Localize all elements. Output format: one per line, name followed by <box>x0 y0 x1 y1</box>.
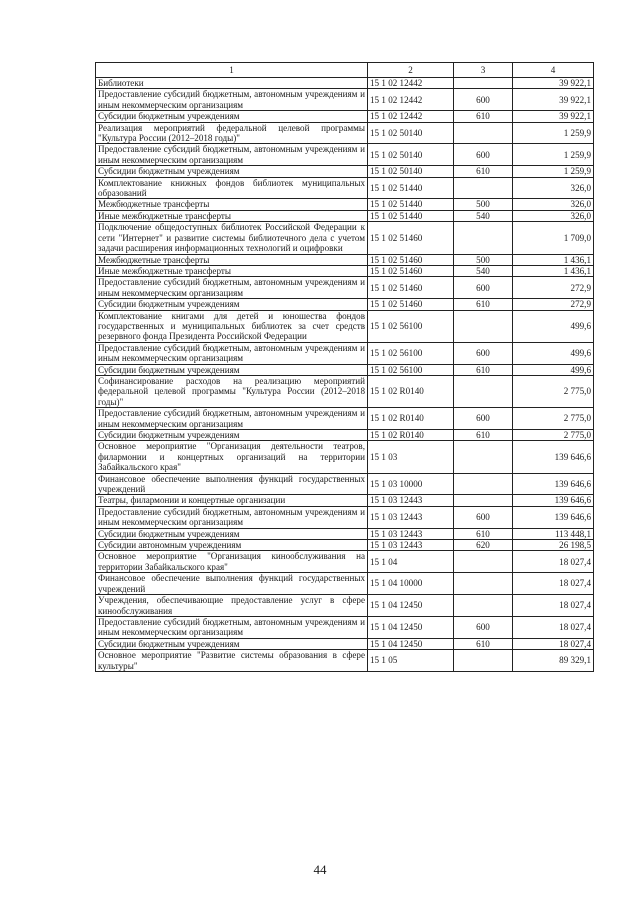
row-code-cell: 15 1 02 51440 <box>368 199 454 210</box>
row-name-cell: Иные межбюджетные трансферты <box>96 210 368 221</box>
row-amount-cell: 2 775,0 <box>513 375 594 407</box>
row-amount-cell: 1 436,1 <box>513 254 594 265</box>
row-name-cell: Основное мероприятие "Организация кинообслуживания на территории Забайкальского края" <box>96 551 368 573</box>
table-row <box>96 177 594 199</box>
row-amount-cell: 499,6 <box>513 310 594 342</box>
row-code-cell: 15 1 02 56100 <box>368 310 454 342</box>
row-code-cell: 15 1 03 12443 <box>368 495 454 506</box>
table-row <box>96 89 594 111</box>
row-code-cell: 15 1 04 12450 <box>368 638 454 649</box>
table-row <box>96 254 594 265</box>
row-amount-cell: 113 448,1 <box>513 528 594 539</box>
row-code-cell: 15 1 02 56100 <box>368 364 454 375</box>
table-header-row <box>96 63 594 78</box>
table-row <box>96 506 594 528</box>
row-name-cell: Основное мероприятие "Развитие системы образования в сфере культуры" <box>96 650 368 672</box>
table-row <box>96 441 594 473</box>
row-expense-type-cell: 610 <box>454 299 513 310</box>
row-amount-cell: 1 259,9 <box>513 122 594 144</box>
row-expense-type-cell <box>454 222 513 254</box>
row-name-cell: Театры, филармонии и концертные организации <box>96 495 368 506</box>
row-name-cell: Предоставление субсидий бюджетным, автономным учреждениям и иным некоммерческим организациям <box>96 89 368 111</box>
row-expense-type-cell <box>454 650 513 672</box>
row-name-cell: Субсидии бюджетным учреждениям <box>96 430 368 441</box>
row-expense-type-cell: 600 <box>454 506 513 528</box>
row-amount-cell: 89 329,1 <box>513 650 594 672</box>
row-expense-type-cell: 600 <box>454 342 513 364</box>
row-name-cell: Субсидии бюджетным учреждениям <box>96 111 368 122</box>
table-row <box>96 111 594 122</box>
row-amount-cell: 1 259,9 <box>513 144 594 166</box>
table-row <box>96 222 594 254</box>
row-name-cell: Реализация мероприятий федеральной целевой программы "Культура России (2012–2018 годы)" <box>96 122 368 144</box>
row-name-cell: Подключение общедоступных библиотек Российской Федерации к сети "Интернет" и развитие системы библиотечного дела с учетом задачи расширения информационных технологий и оцифровки <box>96 222 368 254</box>
column-header-amount: 4 <box>513 63 594 78</box>
row-name-cell: Библиотеки <box>96 78 368 89</box>
row-amount-cell: 18 027,4 <box>513 616 594 638</box>
row-amount-cell: 18 027,4 <box>513 573 594 595</box>
row-expense-type-cell <box>454 177 513 199</box>
row-code-cell: 15 1 02 50140 <box>368 122 454 144</box>
row-name-cell: Иные межбюджетные трансферты <box>96 265 368 276</box>
row-code-cell: 15 1 02 51440 <box>368 210 454 221</box>
row-amount-cell: 18 027,4 <box>513 595 594 617</box>
row-expense-type-cell: 540 <box>454 265 513 276</box>
row-code-cell: 15 1 03 <box>368 441 454 473</box>
row-expense-type-cell <box>454 551 513 573</box>
row-amount-cell: 1 436,1 <box>513 265 594 276</box>
row-expense-type-cell: 500 <box>454 199 513 210</box>
row-amount-cell: 18 027,4 <box>513 638 594 649</box>
row-amount-cell: 499,6 <box>513 364 594 375</box>
row-code-cell: 15 1 02 51460 <box>368 222 454 254</box>
row-name-cell: Субсидии бюджетным учреждениям <box>96 528 368 539</box>
budget-table <box>95 62 594 672</box>
row-name-cell: Субсидии бюджетным учреждениям <box>96 364 368 375</box>
row-expense-type-cell <box>454 573 513 595</box>
table-row <box>96 78 594 89</box>
row-name-cell: Предоставление субсидий бюджетным, автономным учреждениям и иным некоммерческим организациям <box>96 144 368 166</box>
row-expense-type-cell: 500 <box>454 254 513 265</box>
table-row <box>96 408 594 430</box>
row-code-cell: 15 1 02 12442 <box>368 78 454 89</box>
row-code-cell: 15 1 05 <box>368 650 454 672</box>
row-expense-type-cell: 600 <box>454 144 513 166</box>
table-row <box>96 638 594 649</box>
table-row <box>96 199 594 210</box>
row-code-cell: 15 1 02 12442 <box>368 111 454 122</box>
table-row <box>96 616 594 638</box>
table-row <box>96 210 594 221</box>
row-name-cell: Предоставление субсидий бюджетным, автономным учреждениям и иным некоммерческим организациям <box>96 277 368 299</box>
row-expense-type-cell <box>454 441 513 473</box>
row-expense-type-cell <box>454 473 513 495</box>
row-name-cell: Предоставление субсидий бюджетным, автономным учреждениям и иным некоммерческим организациям <box>96 506 368 528</box>
row-name-cell: Субсидии бюджетным учреждениям <box>96 299 368 310</box>
row-code-cell: 15 1 02 12442 <box>368 89 454 111</box>
row-name-cell: Субсидии бюджетным учреждениям <box>96 166 368 177</box>
row-code-cell: 15 1 02 51460 <box>368 254 454 265</box>
column-header-expense-type: 3 <box>454 63 513 78</box>
page-number: 44 <box>313 862 327 877</box>
table-row <box>96 265 594 276</box>
row-amount-cell: 326,0 <box>513 177 594 199</box>
row-amount-cell: 139 646,6 <box>513 473 594 495</box>
table-row <box>96 277 594 299</box>
row-expense-type-cell <box>454 310 513 342</box>
table-row <box>96 310 594 342</box>
row-name-cell: Софинансирование расходов на реализацию мероприятий федеральной целевой программы "Культура России (2012–2018 годы)" <box>96 375 368 407</box>
table-row <box>96 342 594 364</box>
table-row <box>96 430 594 441</box>
table-row <box>96 364 594 375</box>
row-expense-type-cell: 610 <box>454 430 513 441</box>
row-code-cell: 15 1 02 R0140 <box>368 375 454 407</box>
row-amount-cell: 139 646,6 <box>513 506 594 528</box>
table-row <box>96 650 594 672</box>
row-expense-type-cell: 610 <box>454 166 513 177</box>
row-expense-type-cell: 600 <box>454 616 513 638</box>
row-code-cell: 15 1 04 10000 <box>368 573 454 595</box>
row-amount-cell: 2 775,0 <box>513 430 594 441</box>
row-amount-cell: 272,9 <box>513 299 594 310</box>
row-amount-cell: 39 922,1 <box>513 89 594 111</box>
row-code-cell: 15 1 02 51440 <box>368 177 454 199</box>
row-expense-type-cell <box>454 495 513 506</box>
row-amount-cell: 139 646,6 <box>513 441 594 473</box>
table-row <box>96 495 594 506</box>
row-code-cell: 15 1 03 10000 <box>368 473 454 495</box>
row-code-cell: 15 1 02 51460 <box>368 265 454 276</box>
table-row <box>96 528 594 539</box>
row-amount-cell: 499,6 <box>513 342 594 364</box>
table-row <box>96 551 594 573</box>
row-name-cell: Финансовое обеспечение выполнения функций государственных учреждений <box>96 473 368 495</box>
table-row <box>96 122 594 144</box>
row-code-cell: 15 1 02 50140 <box>368 166 454 177</box>
row-expense-type-cell <box>454 122 513 144</box>
row-code-cell: 15 1 04 <box>368 551 454 573</box>
row-expense-type-cell <box>454 78 513 89</box>
row-name-cell: Межбюджетные трансферты <box>96 254 368 265</box>
row-expense-type-cell: 600 <box>454 277 513 299</box>
row-expense-type-cell: 610 <box>454 111 513 122</box>
row-name-cell: Комплектование книгами для детей и юношества фондов государственных и муниципальных библиотек за счет средств резервного фонда Президента Российской Федерации <box>96 310 368 342</box>
table-row <box>96 299 594 310</box>
row-name-cell: Предоставление субсидий бюджетным, автономным учреждениям и иным некоммерческим организациям <box>96 408 368 430</box>
row-code-cell: 15 1 02 50140 <box>368 144 454 166</box>
row-name-cell: Межбюджетные трансферты <box>96 199 368 210</box>
table-row <box>96 595 594 617</box>
row-amount-cell: 26 198,5 <box>513 540 594 551</box>
table-row <box>96 375 594 407</box>
row-expense-type-cell: 610 <box>454 638 513 649</box>
row-code-cell: 15 1 04 12450 <box>368 616 454 638</box>
table-row <box>96 473 594 495</box>
row-expense-type-cell: 540 <box>454 210 513 221</box>
row-amount-cell: 18 027,4 <box>513 551 594 573</box>
table-row <box>96 573 594 595</box>
row-code-cell: 15 1 02 56100 <box>368 342 454 364</box>
row-code-cell: 15 1 02 R0140 <box>368 430 454 441</box>
row-name-cell: Финансовое обеспечение выполнения функций государственных учреждений <box>96 573 368 595</box>
row-name-cell: Учреждения, обеспечивающие предоставление услуг в сфере кинообслуживания <box>96 595 368 617</box>
row-name-cell: Субсидии автономным учреждениям <box>96 540 368 551</box>
row-name-cell: Комплектование книжных фондов библиотек муниципальных образований <box>96 177 368 199</box>
row-code-cell: 15 1 04 12450 <box>368 595 454 617</box>
row-expense-type-cell: 600 <box>454 89 513 111</box>
table-row <box>96 144 594 166</box>
row-expense-type-cell: 620 <box>454 540 513 551</box>
row-amount-cell: 1 259,9 <box>513 166 594 177</box>
row-amount-cell: 1 709,0 <box>513 222 594 254</box>
row-code-cell: 15 1 03 12443 <box>368 506 454 528</box>
row-amount-cell: 326,0 <box>513 210 594 221</box>
column-header-code: 2 <box>368 63 454 78</box>
row-code-cell: 15 1 02 R0140 <box>368 408 454 430</box>
row-expense-type-cell: 610 <box>454 364 513 375</box>
row-code-cell: 15 1 02 51460 <box>368 299 454 310</box>
row-name-cell: Предоставление субсидий бюджетным, автономным учреждениям и иным некоммерческим организациям <box>96 616 368 638</box>
row-code-cell: 15 1 02 51460 <box>368 277 454 299</box>
row-code-cell: 15 1 03 12443 <box>368 528 454 539</box>
row-name-cell: Основное мероприятие "Организация деятельности театров, филармонии и концертных организаций на территории Забайкальского края" <box>96 441 368 473</box>
table-row <box>96 540 594 551</box>
row-amount-cell: 39 922,1 <box>513 78 594 89</box>
row-expense-type-cell: 600 <box>454 408 513 430</box>
row-amount-cell: 139 646,6 <box>513 495 594 506</box>
row-expense-type-cell <box>454 595 513 617</box>
row-expense-type-cell: 610 <box>454 528 513 539</box>
row-amount-cell: 272,9 <box>513 277 594 299</box>
row-name-cell: Предоставление субсидий бюджетным, автономным учреждениям и иным некоммерческим организациям <box>96 342 368 364</box>
row-amount-cell: 326,0 <box>513 199 594 210</box>
row-name-cell: Субсидии бюджетным учреждениям <box>96 638 368 649</box>
table-row <box>96 166 594 177</box>
row-amount-cell: 39 922,1 <box>513 111 594 122</box>
row-expense-type-cell <box>454 375 513 407</box>
row-code-cell: 15 1 03 12443 <box>368 540 454 551</box>
row-amount-cell: 2 775,0 <box>513 408 594 430</box>
column-header-name: 1 <box>96 63 368 78</box>
